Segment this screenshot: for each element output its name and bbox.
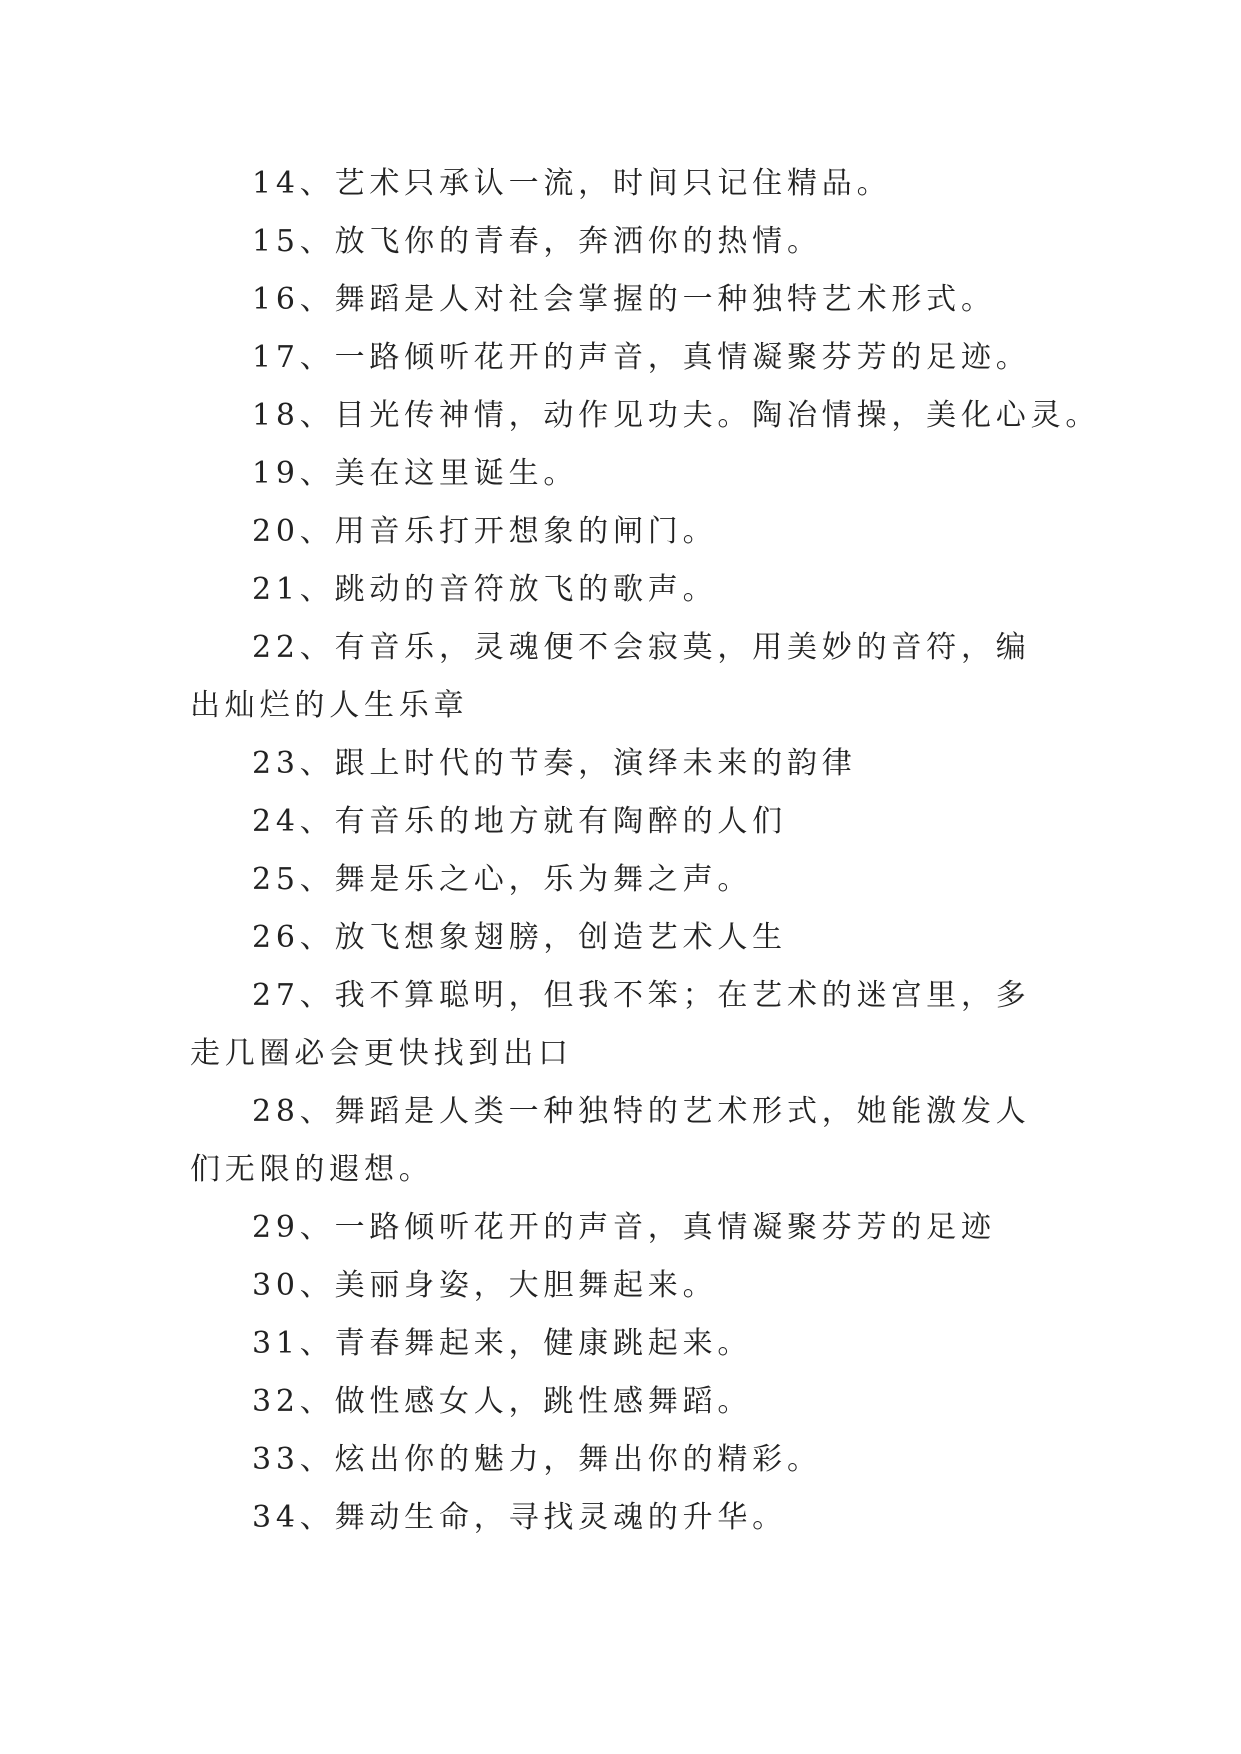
paragraph: 15、放飞你的青春，奔洒你的热情。 xyxy=(252,224,822,259)
paragraph: 30、美丽身姿，大胆舞起来。 xyxy=(252,1268,718,1303)
paragraph: 26、放飞想象翅膀，创造艺术人生 xyxy=(252,920,787,955)
paragraph: 24、有音乐的地方就有陶醉的人们 xyxy=(252,804,787,839)
paragraph: 29、一路倾听花开的声音，真情凝聚芬芳的足迹 xyxy=(252,1210,996,1245)
paragraph: 23、跟上时代的节奏，演绎未来的韵律 xyxy=(252,746,857,781)
document-body xyxy=(190,155,1101,1547)
paragraph: 19、美在这里诞生。 xyxy=(252,456,579,491)
paragraph: 20、用音乐打开想象的闸门。 xyxy=(252,514,718,549)
paragraph: 28、舞蹈是人类一种独特的艺术形式，她能激发人们无限的遐想。 xyxy=(190,1094,1031,1187)
paragraph: 34、舞动生命，寻找灵魂的升华。 xyxy=(252,1500,787,1535)
paragraph: 32、做性感女人，跳性感舞蹈。 xyxy=(252,1384,753,1419)
paragraph: 33、炫出你的魅力，舞出你的精彩。 xyxy=(252,1442,822,1477)
paragraph: 27、我不算聪明，但我不笨；在艺术的迷宫里，多走几圈必会更快找到出口 xyxy=(190,978,1031,1071)
paragraph: 21、跳动的音符放飞的歌声。 xyxy=(252,572,718,607)
paragraph: 18、目光传神情，动作见功夫。陶冶情操，美化心灵。 xyxy=(252,398,1101,433)
paragraph: 25、舞是乐之心，乐为舞之声。 xyxy=(252,862,753,897)
paragraph: 16、舞蹈是人对社会掌握的一种独特艺术形式。 xyxy=(252,282,996,317)
paragraph: 17、一路倾听花开的声音，真情凝聚芬芳的足迹。 xyxy=(252,340,1031,375)
paragraph: 31、青春舞起来，健康跳起来。 xyxy=(252,1326,753,1361)
paragraph: 14、艺术只承认一流，时间只记住精品。 xyxy=(252,166,892,201)
paragraph: 22、有音乐，灵魂便不会寂莫，用美妙的音符，编出灿烂的人生乐章 xyxy=(190,630,1031,723)
